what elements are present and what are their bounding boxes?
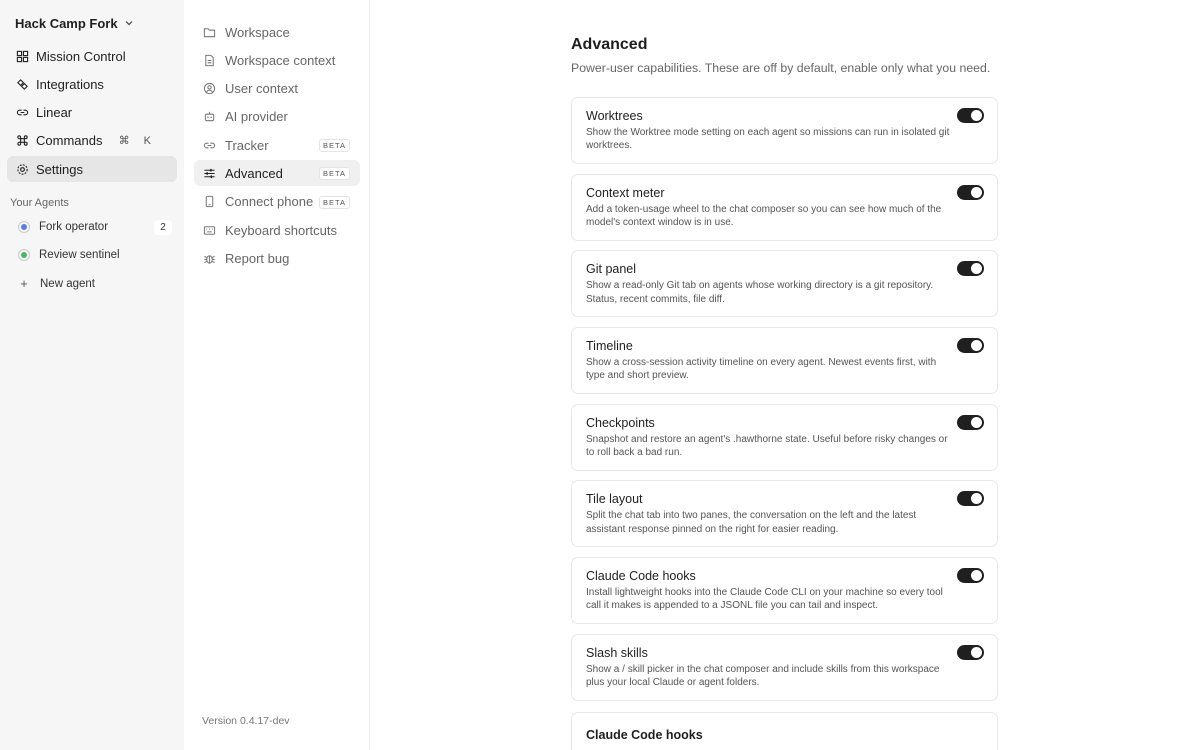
feature-title: Git panel <box>586 262 637 277</box>
settings-item-connect-phone[interactable] <box>194 189 360 215</box>
feature-cards <box>571 97 998 750</box>
settings-item-label: Tracker <box>225 137 269 153</box>
robot-icon <box>202 110 216 124</box>
feature-card-checkpoints <box>571 404 998 471</box>
feature-title: Claude Code hooks <box>586 569 696 584</box>
settings-item-tracker[interactable] <box>194 132 360 158</box>
page-title: Advanced <box>571 36 648 53</box>
section-title: Claude Code hooks <box>586 727 703 742</box>
agent-name: Fork operator <box>39 221 109 233</box>
feature-card-tile-layout <box>571 480 998 547</box>
nav-item-mission-control[interactable] <box>7 43 177 69</box>
nav-item-integrations[interactable] <box>7 71 177 97</box>
agent-fork-operator[interactable] <box>10 215 174 239</box>
feature-title: Context meter <box>586 185 665 200</box>
settings-item-report-bug[interactable] <box>194 245 360 271</box>
beta-badge: BETA <box>319 196 350 209</box>
worktrees-toggle[interactable] <box>957 108 984 123</box>
feature-description: Add a token-usage wheel to the chat composer so you can see how much of the model's context window is in use. <box>586 203 942 228</box>
feature-card-claude-code-hooks <box>571 557 998 624</box>
sidebar <box>0 0 184 750</box>
nav-item-label: Integrations <box>36 76 104 92</box>
timeline-toggle[interactable] <box>957 338 984 353</box>
advanced-settings-panel <box>571 0 999 750</box>
feature-card-slash-skills <box>571 634 998 701</box>
nav-item-label: Settings <box>36 161 83 177</box>
agent-count-badge: 2 <box>154 220 172 235</box>
hooks-section-card <box>571 712 998 750</box>
commands-shortcut: ⌘K <box>118 135 165 148</box>
bug-icon <box>202 251 216 265</box>
agent-status-icon <box>18 249 30 261</box>
feature-description: Split the chat tab into two panes, the conversation on the left and the latest assistant response pinned on the right for easier reading. <box>586 510 917 535</box>
nav-item-label: Linear <box>36 105 73 121</box>
nav-item-label: Commands <box>36 133 103 149</box>
plus-icon: + <box>20 276 28 292</box>
checkpoints-toggle[interactable] <box>957 415 984 430</box>
nav-item-settings[interactable] <box>7 156 177 182</box>
nav-item-label: Mission Control <box>36 48 126 64</box>
settings-item-workspace[interactable] <box>194 19 360 45</box>
settings-item-label: Workspace context <box>225 52 336 68</box>
nav-item-commands[interactable] <box>7 128 177 154</box>
keyboard-icon <box>202 223 216 237</box>
settings-item-ai-provider[interactable] <box>194 104 360 130</box>
command-icon <box>15 134 29 148</box>
beta-badge: BETA <box>319 167 350 180</box>
settings-item-label: User context <box>225 81 298 97</box>
new-agent-button[interactable] <box>10 272 174 296</box>
feature-description: Snapshot and restore an agent's .hawthorne state. Useful before risky changes or to roll back a bad run. <box>586 433 948 459</box>
settings-item-user-context[interactable] <box>194 76 360 102</box>
gear-icon <box>15 162 29 176</box>
feature-card-git-panel <box>571 250 998 317</box>
workspace-switcher[interactable] <box>15 15 134 31</box>
settings-item-label: Workspace <box>225 24 290 40</box>
settings-item-workspace-context[interactable] <box>194 47 360 73</box>
feature-card-context-meter <box>571 174 998 241</box>
phone-icon <box>202 195 216 209</box>
settings-item-label: Advanced <box>225 165 283 181</box>
document-icon <box>202 53 216 67</box>
user-icon <box>202 82 216 96</box>
git-panel-toggle[interactable] <box>957 261 984 276</box>
feature-title: Worktrees <box>586 109 643 123</box>
slash-skills-toggle[interactable] <box>957 645 984 660</box>
feature-title: Timeline <box>586 339 633 354</box>
link-icon <box>202 138 216 152</box>
folder-icon <box>202 25 216 39</box>
settings-item-label: Keyboard shortcuts <box>225 222 338 238</box>
chevron-down-icon <box>124 18 134 28</box>
version-label: Version 0.4.17-dev <box>202 715 290 727</box>
feature-title: Slash skills <box>586 645 648 660</box>
feature-description: Show a / skill picker in the chat composer and include skills from this workspace plus your local Claude or agent folders. <box>586 663 940 689</box>
new-agent-label: New agent <box>40 277 95 290</box>
beta-badge: BETA <box>319 139 350 152</box>
context-meter-toggle[interactable] <box>957 185 984 200</box>
page-subtitle: Power-user capabilities. These are off by default, enable only what you need. <box>571 61 991 75</box>
settings-item-keyboard-shortcuts[interactable] <box>194 217 360 243</box>
agent-name: Review sentinel <box>39 249 120 262</box>
settings-item-label: Report bug <box>225 250 290 266</box>
puzzle-icon <box>15 77 29 91</box>
feature-description: Install lightweight hooks into the Claude Code CLI on your machine so every tool call it makes is appended to a JSONL file you can tail and inspect. <box>586 587 943 612</box>
feature-description: Show a cross-session activity timeline on every agent. Newest events first, with type and short preview. <box>586 357 937 382</box>
feature-description: Show the Worktree mode setting on each agent so missions can run in isolated git worktrees. <box>586 127 950 152</box>
agents-section-title: Your Agents <box>10 197 69 209</box>
feature-title: Tile layout <box>586 492 643 507</box>
settings-item-label: Connect phone <box>225 194 314 210</box>
agent-review-sentinel[interactable] <box>10 243 174 267</box>
nav-item-linear[interactable] <box>7 100 177 126</box>
settings-nav <box>184 0 370 750</box>
settings-item-advanced[interactable] <box>194 160 360 186</box>
feature-card-timeline <box>571 327 998 394</box>
main-nav <box>7 43 177 184</box>
feature-card-worktrees <box>571 97 998 164</box>
feature-title: Checkpoints <box>586 415 655 430</box>
agent-status-icon <box>18 221 30 233</box>
agents-list <box>10 215 174 300</box>
claude-code-hooks-toggle[interactable] <box>957 568 984 583</box>
link-icon <box>15 106 29 120</box>
grid-icon <box>15 49 29 63</box>
settings-item-label: AI provider <box>225 109 288 125</box>
tile-layout-toggle[interactable] <box>957 491 984 506</box>
workspace-name: Hack Camp Fork <box>15 15 118 31</box>
feature-description: Show a read-only Git tab on agents whose working directory is a git repository. Status, recent commits, file diff. <box>586 280 934 305</box>
sliders-icon <box>202 166 216 180</box>
